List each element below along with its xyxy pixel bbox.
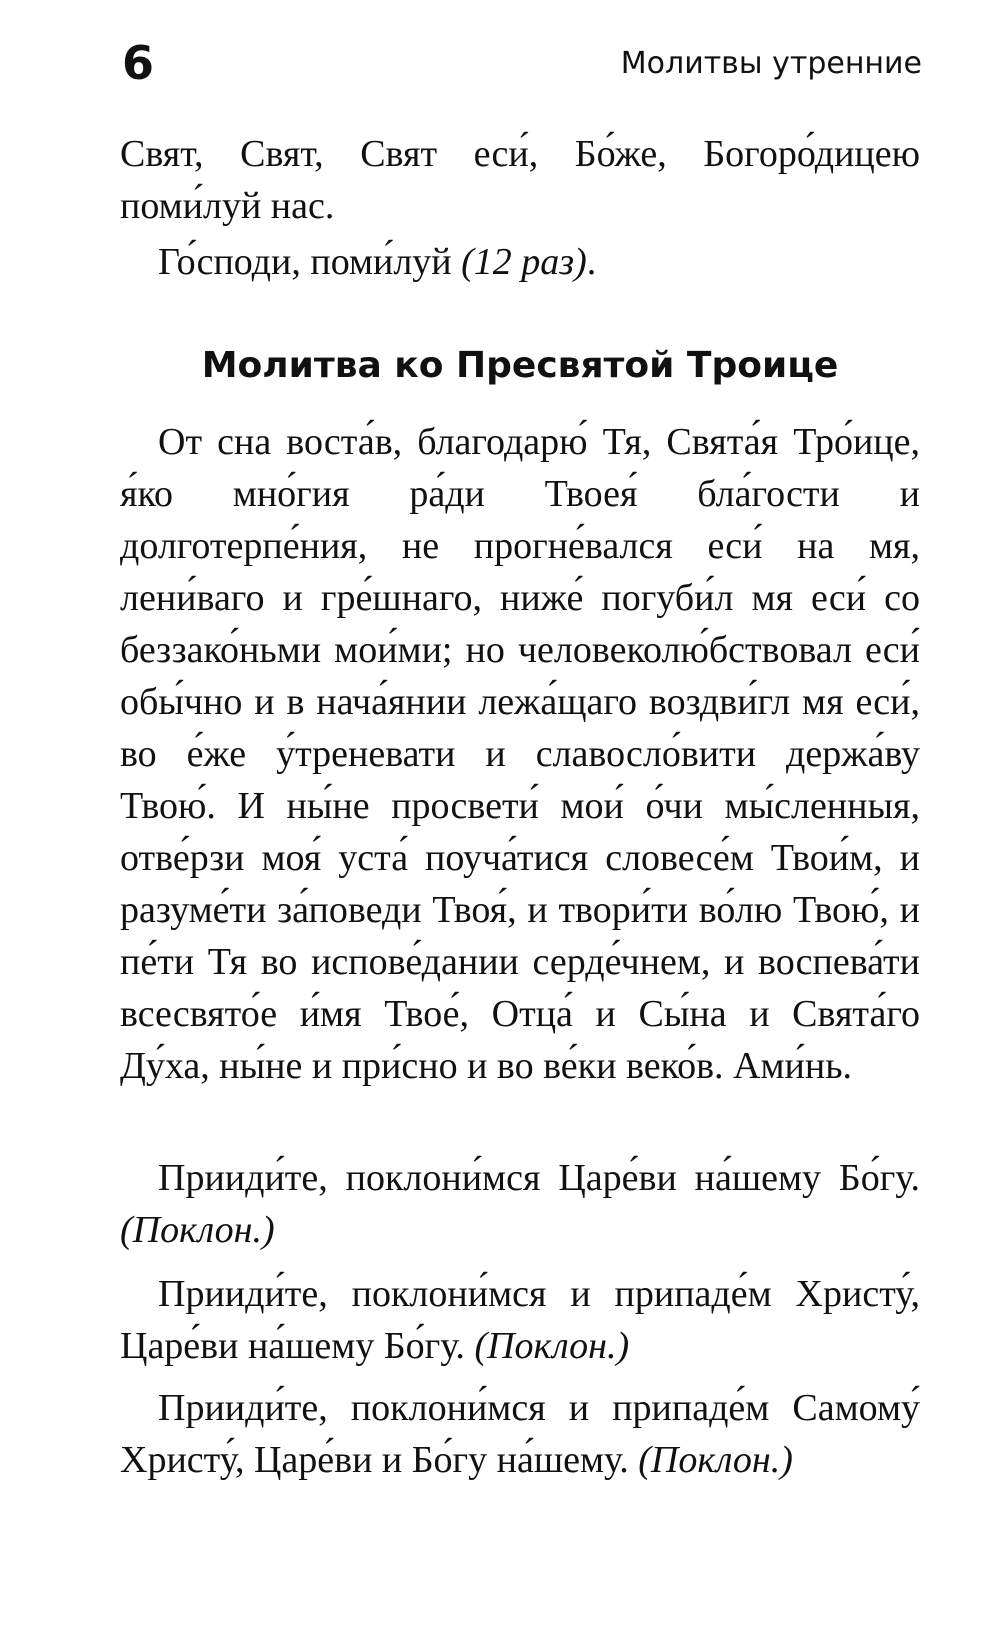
- invitation-text-1: Прииди́те, поклони́мся Царе́ви на́шему Бо́гу.: [158, 1157, 920, 1199]
- intro-paragraph-2: [120, 236, 920, 288]
- intro-paragraph-1: Свят, Свят, Свят еси́, Бо́же, Богоро́дицею поми́луй нас.: [120, 133, 920, 227]
- invitation-rubric-1: (Поклон.): [120, 1209, 275, 1251]
- invitation-paragraph-1: [120, 1152, 920, 1256]
- intro-end: .: [586, 241, 597, 283]
- invitation-rubric-2: (Поклон.): [474, 1325, 630, 1367]
- intro-rubric: (12 раз): [461, 241, 587, 283]
- invitation-paragraph-3: [120, 1382, 920, 1486]
- intro-text: Го́споди, поми́луй: [158, 241, 452, 283]
- prayer-text: От сна воста́в, благодарю́ Тя, Свята́я Тро́ице, я́ко мно́гия ра́ди Твоея́ бла́гости и долготерпе́ния, не прогне́вался еси́ на мя, лени́ваго и гре́шнаго, ниже́ погуби́л мя еси́ со беззако́ньми мои́ми; но человеколю́бствовал еси́ обы́чно и в нача́янии лежа́щаго воздви́гл мя еси́, во е́же у́треневати и славосло́вити держа́ву Твою́. И ны́не просвети́ мои́ о́чи мы́сленныя, отве́рзи моя́ уста́ поуча́тися словесе́м Твои́м, и разуме́ти за́поведи Твоя́, и твори́ти во́лю Твою́, и пе́ти Тя во испове́дании серде́чнем, и воспева́ти всесвято́е и́мя Твое́, Отца́ и Сы́на и Свята́го Ду́ха, ны́не и при́сно и во ве́ки веко́в. Ами́нь.: [120, 421, 920, 1087]
- prayer-title: Молитва ко Пресвятой Троице: [201, 345, 839, 386]
- invitation-rubric-3: (Поклон.): [638, 1439, 793, 1481]
- page-number: 6: [122, 36, 155, 90]
- invitation-text-3: Прииди́те, поклони́мся и припаде́м Самому́ Христу́, Царе́ви и Бо́гу на́шему.: [120, 1387, 920, 1481]
- invitation-text-2: Прииди́те, поклони́мся и припаде́м Христу́, Царе́ви на́шему Бо́гу.: [120, 1273, 920, 1367]
- running-title: Молитвы утренние: [620, 46, 922, 81]
- invitation-paragraph-2: [120, 1268, 920, 1372]
